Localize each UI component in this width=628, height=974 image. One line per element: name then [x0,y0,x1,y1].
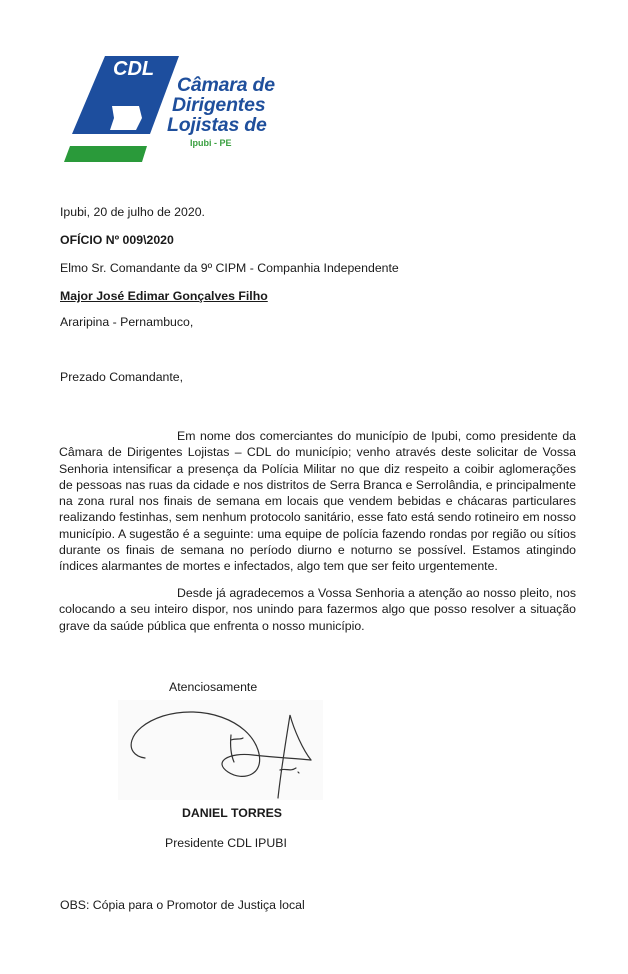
addressee-location: Araripina - Pernambuco, [60,315,194,329]
copy-note: OBS: Cópia para o Promotor de Justiça local [60,898,305,912]
signature-stroke-d [231,735,243,762]
date-line: Ipubi, 20 de julho de 2020. [60,205,205,219]
logo-green-bar [64,146,147,162]
body-paragraph-2 [59,585,576,634]
closing: Atenciosamente [169,680,258,694]
signature-stroke-flourish [280,768,299,773]
signature-area [118,700,323,800]
signer-name: DANIEL TORRES [182,806,282,820]
signature-stroke-loop [131,712,311,776]
logo-white-page [110,106,142,130]
logo-name-line2: Dirigentes [172,94,266,116]
salutation: Prezado Comandante, [60,370,184,384]
logo-name-line1: Câmara de [177,74,275,96]
body-paragraph-1 [59,428,576,575]
addressee-title: Elmo Sr. Comandante da 9º CIPM - Companhia Independente [60,261,399,275]
reference-number: OFÍCIO Nº 009\2020 [60,233,174,247]
body-paragraph-1-text: Em nome dos comerciantes do município de Ipubi, como presidente da Câmara de Dirigentes Lojistas – CDL do município; venho através deste solicitar de Vossa Senhoria intensificar a presença da Polícia Militar no que diz respeito a coibir aglomerações de pessoas nas ruas da cidade e nos distritos de Serra Branca e Serrolândia, e principalmente na zona rural nos finais de semana em locais que vendem bebidas e chácaras particulares realizando festinhas, sem nenhum protocolo sanitário, esse fato está sendo rotineiro em nosso município. A sugestão é a seguinte: uma equipe de polícia fazendo rondas por região ou sítios durante os finais de semana no período diurno e noturno se possível. Estamos atingindo índices alarmantes de mortes e infectados, algo tem que ser feito urgentemente. [59,429,576,574]
logo-location: Ipubi - PE [190,138,232,148]
body-paragraph-2-text: Desde já agradecemos a Vossa Senhoria a atenção ao nosso pleito, nos colocando a seu inteiro dispor, nos unindo para fazermos algo que posso resolver a situação grave da saúde pública que enfrenta o nosso município. [59,586,576,633]
signer-role: Presidente CDL IPUBI [165,836,287,850]
addressee-name: Major José Edimar Gonçalves Filho [60,289,268,303]
signature-stroke-a [278,715,311,798]
signature-image [118,700,323,800]
logo-name-line3: Lojistas de [167,114,267,136]
logo-abbrev: CDL [113,58,155,80]
